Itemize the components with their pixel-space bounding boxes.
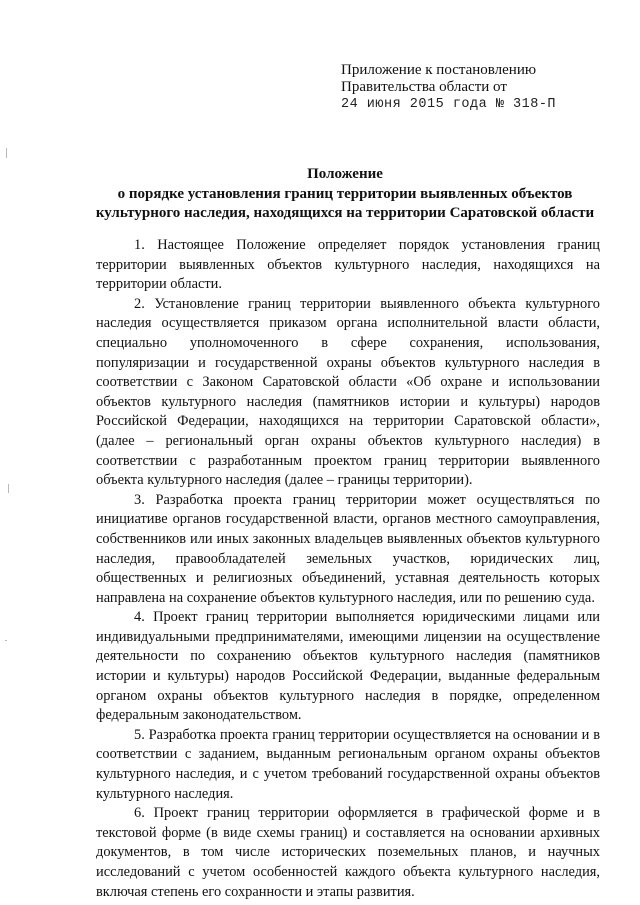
- title-line-1: Положение: [307, 166, 383, 182]
- scan-mark: [5, 640, 7, 641]
- scan-mark: [8, 484, 9, 493]
- appendix-line-1: Приложение к постановлению: [341, 62, 537, 78]
- appendix-line-2: Правительства области от: [341, 79, 507, 95]
- document-title: [80, 165, 610, 224]
- date-number-stamp: 24 июня 2015 года № 318-П: [341, 97, 557, 112]
- document-body: [96, 236, 600, 902]
- paragraph-5: 5. Разработка проекта границ территории осуществляется на основании и в соответствии с заданием, выданным региональным органом охраны объектов культурного наследия, и с учетом требований государственной охраны объектов культурного наследия.: [96, 726, 600, 802]
- title-line-3: культурного наследия, находящихся на территории Саратовской области: [95, 205, 595, 221]
- title-line-2: о порядке установления границ территории выявленных объектов: [117, 185, 573, 202]
- appendix-header: [341, 62, 611, 113]
- paragraph-4: 4. Проект границ территории выполняется юридическими лицами или индивидуальными предпринимателями, имеющими лицензии на осуществление деятельности по сохранению объектов культурного наследия (памятников истории и культуры) народов Российской Федерации, выданные федеральным органом охраны объектов культурного наследия в порядке, определенном федеральным законодательством.: [96, 609, 600, 724]
- paragraph-3: 3. Разработка проекта границ территории может осуществляться по инициативе органов государственной власти, органов местного самоуправления, собственников или иных законных владельцев выявленных объектов культурного наследия, правообладателей земельных участков, юридических лиц, общественных и религиозных объединений, уставная деятельность которых направлена на сохранение объектов культурного наследия, или по решению суда.: [96, 491, 600, 606]
- paragraph-1: 1. Настоящее Положение определяет порядок установления границ территории выявленных объектов культурного наследия, находящихся на территории области.: [96, 237, 600, 293]
- scan-mark: [6, 148, 7, 158]
- paragraph-2: 2. Установление границ территории выявленного объекта культурного наследия осуществляется приказом органа исполнительной власти области, специально уполномоченного в сфере сохранения, использования, популяризации и государственной охраны объектов культурного наследия в соответствии с Законом Саратовской области «Об охране и использовании объектов культурного наследия (памятников истории и культуры) народов Российской Федерации, находящихся на территории Саратовской области», (далее – региональный орган охраны объектов культурного наследия) в соответствии с разработанным проектом границ территории выявленного объекта культурного наследия (далее – границы территории).: [96, 295, 600, 489]
- paragraph-6: 6. Проект границ территории оформляется в графической форме и в текстовой форме (в виде схемы границ) и составляется на основании архивных документов, в том числе исторических поземельных планов, и научных исследований с учетом особенностей каждого объекта культурного наследия, включая степень его сохранности и этапы развития.: [96, 805, 600, 900]
